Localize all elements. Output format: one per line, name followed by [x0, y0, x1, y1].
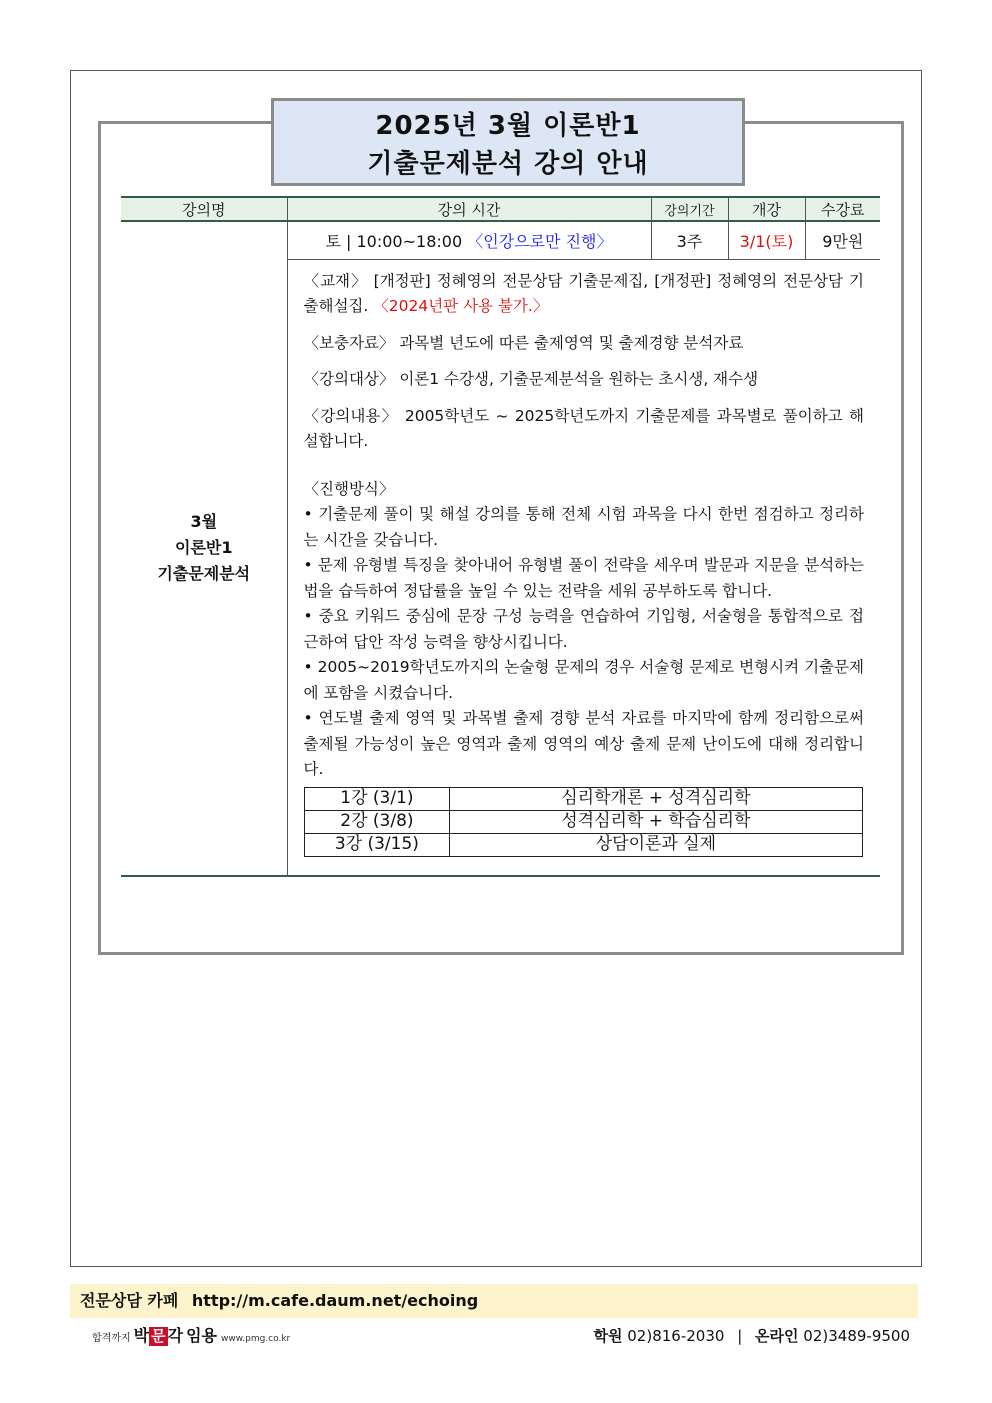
- textbook-note: 〈2024년판 사용 불가.〉: [373, 297, 549, 315]
- online-label: 온라인: [755, 1327, 799, 1345]
- logo-mun: 문: [151, 1327, 166, 1345]
- course-name-line-2: 이론반1: [174, 538, 233, 558]
- schedule-table: [304, 787, 863, 857]
- schedule-topic: 심리학개론 + 성격심리학: [450, 787, 862, 810]
- time-note: 〈인강으로만 진행〉: [467, 231, 613, 251]
- course-name-cell: [121, 221, 287, 876]
- title-line-2: 기출문제분석 강의 안내: [367, 149, 649, 179]
- academy-label: 학원: [593, 1327, 623, 1345]
- course-name-line-3: 기출문제분석: [157, 564, 251, 584]
- supplement-info: 〈보충자료〉 과목별 년도에 따른 출제영역 및 출제경향 분석자료: [303, 333, 744, 352]
- logo-site: www.pmg.co.kr: [221, 1334, 291, 1344]
- method-item: • 2005~2019학년도까지의 논술형 문제의 경우 서술형 문제로 변형시켜 기출문제에 포함을 시켰습니다.: [303, 658, 864, 702]
- time-main: 토 | 10:00~18:00: [325, 231, 463, 251]
- schedule-row: [304, 810, 862, 833]
- period-cell: 3주: [651, 221, 728, 259]
- cafe-url-link[interactable]: http://m.cafe.daum.net/echoing: [191, 1291, 479, 1310]
- title-box: [271, 98, 745, 186]
- publisher-logo: [92, 1325, 290, 1350]
- logo-prefix: 합격까지: [92, 1333, 131, 1344]
- contents-info: 〈강의내용〉 2005학년도 ~ 2025학년도까지 기출문제를 과목별로 풀이하고 해설합니다.: [303, 406, 864, 450]
- content-body: [288, 260, 881, 875]
- schedule-row: [304, 833, 862, 856]
- time-cell: [287, 221, 651, 259]
- cafe-label: 전문상담 카페: [80, 1291, 179, 1310]
- header-time: 강의 시간: [287, 197, 651, 221]
- method-title: 〈진행방식〉: [303, 479, 395, 498]
- table-header-row: [121, 197, 880, 221]
- schedule-session: 3강 (3/15): [304, 833, 450, 856]
- logo-im: 임용: [186, 1326, 217, 1345]
- method-item: • 기출문제 풀이 및 해설 강의를 통해 전체 시험 과목을 다시 한번 점검하고 정리하는 시간을 갖습니다.: [303, 505, 864, 549]
- method-item: • 중요 키워드 중심에 문장 구성 능력을 연습하여 기입형, 서술형을 통합적으로 접근하여 답안 작성 능력을 향상시킵니다.: [303, 607, 864, 651]
- title-line-1: 2025년 3월 이론반1: [375, 111, 641, 141]
- header-start: 개강: [728, 197, 805, 221]
- lecture-table: [121, 196, 880, 877]
- schedule-topic: 상담이론과 실제: [450, 833, 862, 856]
- time-row: [121, 221, 880, 259]
- academy-phone: 02)816-2030: [627, 1327, 725, 1345]
- target-info: 〈강의대상〉 이론1 수강생, 기출문제분석을 원하는 초시생, 재수생: [303, 370, 759, 388]
- start-cell: 3/1(토): [728, 221, 805, 259]
- fee-cell: 9만원: [805, 221, 880, 259]
- contact-separator: |: [737, 1327, 743, 1345]
- schedule-session: 2강 (3/8): [304, 810, 450, 833]
- schedule-topic: 성격심리학 + 학습심리학: [450, 810, 862, 833]
- method-item: • 문제 유형별 특징을 찾아내어 유형별 풀이 전략을 세우며 발문과 지문을 분석하는 법을 습득하여 정답률을 높일 수 있는 전략을 세워 공부하도록 합니다.: [303, 556, 864, 600]
- header-fee: 수강료: [805, 197, 880, 221]
- schedule-session: 1강 (3/1): [304, 787, 450, 810]
- method-item: • 연도별 출제 영역 및 과목별 출제 경향 분석 자료를 마지막에 함께 정리함으로써 출제될 가능성이 높은 영역과 출제 영역의 예상 출제 문제 난이도에 대해 정리합니다.: [303, 709, 864, 778]
- logo-gak: 각: [167, 1326, 184, 1345]
- course-name-line-1: 3월: [190, 512, 218, 532]
- content-cell: [287, 259, 880, 876]
- schedule-row: [304, 787, 862, 810]
- online-phone: 02)3489-9500: [803, 1327, 910, 1345]
- cafe-banner: [70, 1284, 918, 1318]
- textbook-info: [304, 269, 865, 320]
- header-period: 강의기간: [651, 197, 728, 221]
- header-name: 강의명: [121, 197, 287, 221]
- logo-bak: 박: [133, 1326, 150, 1345]
- contact-info: [593, 1325, 910, 1347]
- textbook-text: 〈교재〉 [개정판] 정혜영의 전문상담 기출문제집, [개정판] 정혜영의 전문상담 기출해설집.: [303, 271, 864, 315]
